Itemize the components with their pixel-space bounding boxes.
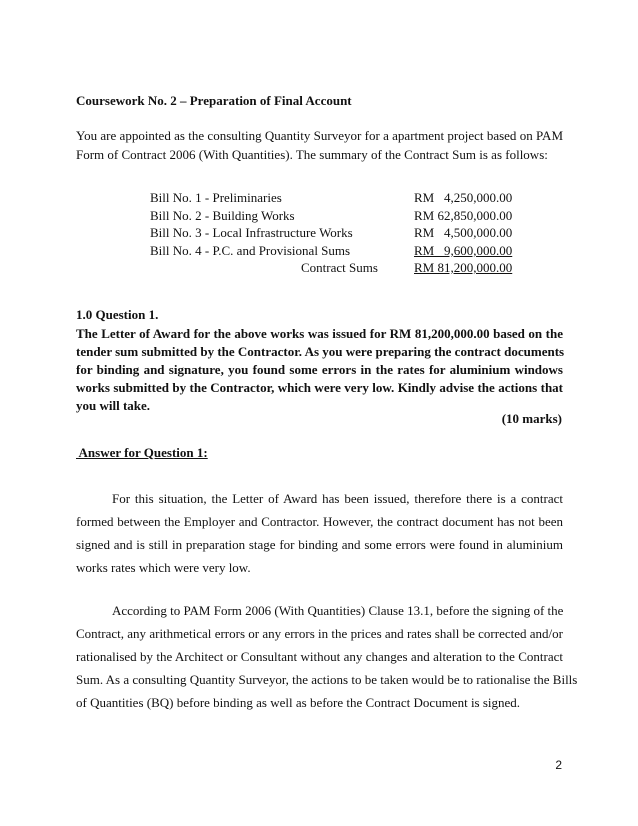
bill-label: Bill No. 1 - Preliminaries [150, 190, 282, 205]
intro-line: You are appointed as the consulting Quantity Surveyor for a apartment project based on PAM [76, 128, 563, 143]
answer-line: formed between the Employer and Contractor. However, the contract document has not been [76, 514, 563, 529]
intro-line: Form of Contract 2006 (With Quantities). The summary of the Contract Sum is as follows: [76, 147, 548, 162]
question-line: tender sum submitted by the Contractor. As you were preparing the contract documents [76, 344, 565, 359]
answer-line: rationalised by the Architect or Consultant without any changes and alteration to the Contract [76, 649, 563, 664]
answer-line: signed and is still in preparation stage for binding and some errors were found in aluminium [76, 537, 563, 552]
intro-paragraph [76, 126, 563, 164]
answer-paragraph-2 [76, 599, 578, 714]
question-heading: 1.0 Question 1. [76, 307, 159, 322]
page-number: 2 [555, 758, 562, 772]
answer-heading: Answer for Question 1: [76, 445, 208, 460]
answer-line: works rates which were very low. [76, 560, 251, 575]
question-marks: (10 marks) [501, 411, 562, 426]
question-line: you will take. [76, 398, 151, 413]
answer-paragraph-1 [76, 487, 563, 579]
contract-sums-amount: RM 81,200,000.00 [414, 260, 513, 275]
coursework-title: Coursework No. 2 – Preparation of Final Account [76, 93, 352, 108]
question-line: The Letter of Award for the above works was issued for RM 81,200,000.00 based on the [76, 326, 563, 341]
answer-line: For this situation, the Letter of Award has been issued, therefore there is a contract [112, 491, 563, 506]
answer-line: of Quantities (BQ) before binding as well as before the Contract Document is signed. [76, 695, 521, 710]
bill-label: Bill No. 4 - P.C. and Provisional Sums [150, 243, 351, 258]
bill-amount: RM 62,850,000.00 [414, 208, 513, 223]
answer-line: Contract, any arithmetical errors or any errors in the prices and rates shall be corrected and/or [76, 626, 563, 641]
answer-line: Sum. As a consulting Quantity Surveyor, the actions to be taken would be to rationalise the Bills [76, 672, 578, 687]
bill-label: Bill No. 2 - Building Works [150, 208, 295, 223]
bill-amount: RM 9,600,000.00 [414, 243, 513, 258]
answer-line: According to PAM Form 2006 (With Quantities) Clause 13.1, before the signing of the [112, 603, 564, 618]
question-text [76, 325, 563, 415]
bill-amount: RM 4,500,000.00 [414, 225, 513, 240]
bill-label: Bill No. 3 - Local Infrastructure Works [150, 225, 353, 240]
question-line: for binding and signature, you found some errors in the rates for aluminium windows [76, 362, 563, 377]
bill-amount: RM 4,250,000.00 [414, 190, 513, 205]
question-line: works submitted by the Contractor, which were very low. Kindly advise the actions that [76, 380, 563, 395]
contract-sums-label: Contract Sums [301, 260, 378, 275]
